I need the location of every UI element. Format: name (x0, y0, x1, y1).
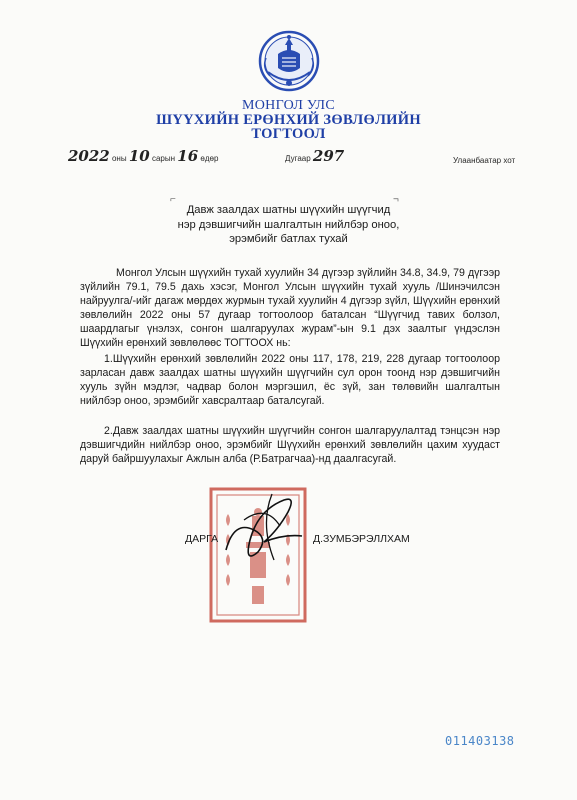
handwritten-signature (214, 490, 314, 570)
signatory-name: Д.ЗУМБЭРЭЛЛХАМ (313, 533, 410, 545)
serial-number: 011403138 (445, 734, 515, 748)
date-day-suffix: өдөр (200, 154, 219, 163)
date-month-suffix: сарын (151, 154, 176, 163)
city-label: Улаанбаатар хот (453, 156, 516, 165)
document-number: 297 (312, 147, 345, 165)
title-line-1: Давж заалдах шатны шүүхийн шүүгчид (186, 204, 391, 216)
state-emblem-icon (258, 28, 320, 94)
date-year-suffix: оны (111, 154, 127, 163)
title-bracket-right: ¬ (393, 194, 399, 205)
date-day: 16 (177, 147, 199, 165)
title-line-2: нэр дэвшигчийн шалгалтын нийлбэр оноо, (177, 218, 400, 231)
signatory-title: ДАРГА (185, 533, 219, 545)
number-label: Дугаар (285, 154, 311, 163)
preamble-paragraph: Монгол Улсын шүүхийн тухай хуулийн 34 дүгээр зүйлийн 34.8, 34.9, 79 дүгээр зүйлийн 79.1, 79.5 дахь хэсэг, Монгол Улсын шүүхийн тухай хууль /Шинэчилсэн найруулга/-ийг дагаж мөрдөх журмын тухай хуулийн 4 дүгээр зүйл, Шүүхийн ерөнхий зөвлөлийн 2022 оны 57 дугаар тогтоолоор баталсан “Шүүгчид тавих болзол, шаардлагыг үнэлэх, сонгон шалгаруулах журам”-ын 9.1 дэх заалтыг үндэслэн Шүүхийн ерөнхий зөвлөлөөс ТОГТООХ нь: (80, 267, 500, 349)
date-month: 10 (128, 147, 150, 165)
date-year: 2022 (68, 147, 110, 165)
date-line (68, 147, 218, 165)
country-name: МОНГОЛ УЛС (242, 98, 335, 113)
council-name: ШҮҮХИЙН ЕРӨНХИЙ ЗӨВЛӨЛИЙН (156, 112, 421, 128)
number-line (285, 147, 344, 165)
resolution-item-2: 2.Давж заалдах шатны шүүхийн шүүгчийн сонгон шалгаруулалтад тэнцсэн нэр дэвшигчдийн нийлбэр оноо, эрэмбийг Шүүхийн ерөнхий зөвлөлийн цахим хуудаст даруй байршуулахыг Ажлын алба (Р.Батрагчаа)-нд даалгасугай. (80, 425, 500, 465)
title-bracket-left: ⌐ (170, 194, 176, 205)
resolution-item-1: 1.Шүүхийн ерөнхий зөвлөлийн 2022 оны 117, 178, 219, 228 дугаар тогтоолоор зарласан давж заалдах шатны шүүхийн шүүгчийн сул орон тоонд нэр дэвшигчийн хууль зүйн мэдлэг, чадвар болон мэргэшил, ёс зүй, зан төлөвийн шалгалтын нийлбэр оноо, эрэмбийг хавсралтаар баталсугай. (80, 353, 500, 407)
document-title (0, 203, 577, 247)
document-type: ТОГТООЛ (251, 126, 326, 142)
title-line-3: эрэмбийг батлах тухай (229, 233, 348, 245)
